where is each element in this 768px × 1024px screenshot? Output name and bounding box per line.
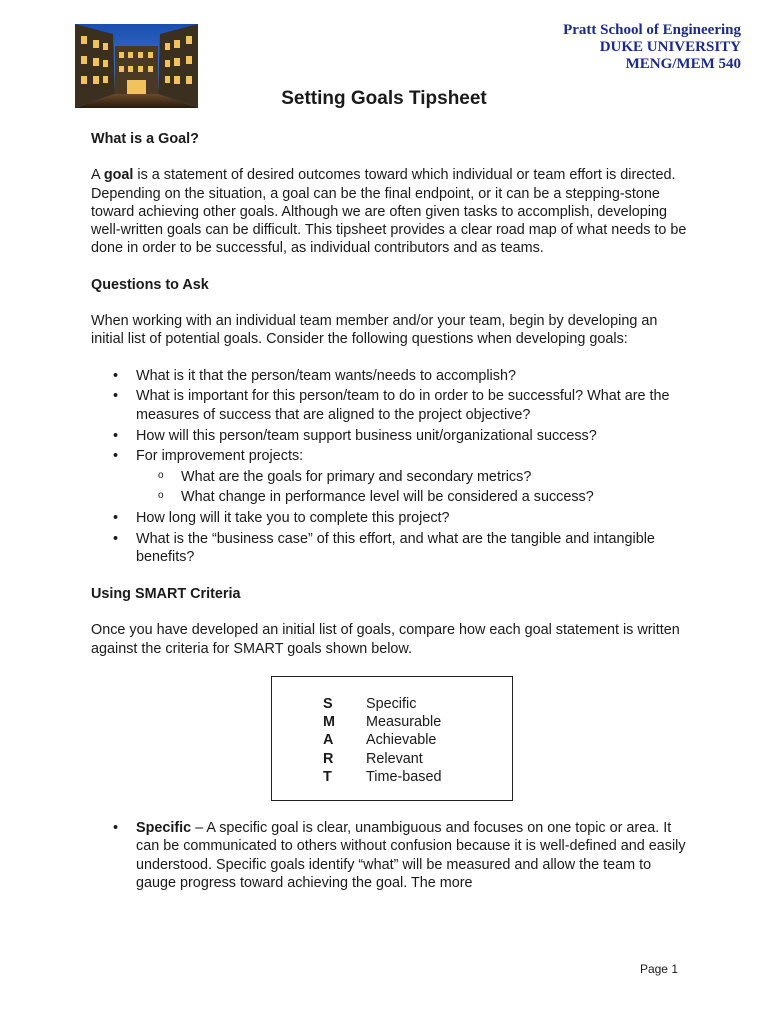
smart-row (272, 695, 512, 713)
smart-row (272, 768, 512, 786)
smart-letter: A (323, 732, 334, 749)
institution-header (563, 22, 741, 73)
list-item: • How will this person/team support business unit/organizational success? (91, 427, 691, 445)
university-name: DUKE UNIVERSITY (599, 39, 741, 55)
section-heading-questions: Questions to Ask (91, 276, 209, 293)
school-name: Pratt School of Engineering (563, 22, 741, 38)
smart-letter: S (323, 696, 333, 713)
section-heading-smart: Using SMART Criteria (91, 586, 241, 603)
smart-word: Relevant (366, 750, 423, 767)
goal-term: goal (103, 167, 134, 184)
smart-word: Achievable (366, 732, 437, 749)
sub-list (136, 468, 691, 507)
smart-word: Measurable (366, 714, 442, 731)
list-item: • What is important for this person/team to do in order to be successful? What are the measures of success that are aligned to the project objective? (91, 387, 691, 424)
list-item: • How long will it take you to complete this project? (91, 509, 691, 527)
sub-list-item: o What are the goals for primary and secondary metrics? (136, 468, 691, 486)
section-heading-what-is-goal: What is a Goal? (91, 131, 199, 147)
smart-row (272, 713, 512, 731)
specific-term: Specific (136, 820, 192, 837)
page-title: Setting Goals Tipsheet (281, 88, 487, 109)
smart-word: Time-based (366, 768, 442, 785)
smart-letter: T (323, 768, 332, 785)
list-item: • What is it that the person/team wants/needs to accomplish? (91, 367, 691, 385)
smart-intro: Once you have developed an initial list of goals, compare how each goal statement is written against the criteria for SMART goals shown below. (91, 622, 680, 657)
questions-list (91, 367, 691, 567)
page-number: Page 1 (639, 962, 678, 976)
smart-row (272, 731, 512, 749)
goal-definition-paragraph: A goal is a statement of desired outcomes toward which individual or team effort is directed. Depending on the situation, a goal can be the final endpoint, or it can be a stepping-stone toward achieving other goals. Although we are often given tasks to accomplish, developing well-written goals can be difficult. This tipsheet provides a clear road map of what needs to be done in order to be successful, as individual contributors and as teams. (91, 167, 687, 257)
list-item: • Specific – A specific goal is clear, unambiguous and focuses on one topic or area. It can be communicated to others without confusion because it is well-defined and easily understood. Specific goals identify “what” will be measured and allow the team to gauge progress toward achieving the goal. The more (91, 819, 691, 892)
smart-letter: M (323, 714, 335, 731)
smart-details-list (91, 819, 691, 892)
smart-word: Specific (366, 696, 417, 713)
list-item: • For improvement projects: o What are the goals for primary and secondary metrics? o What change in performance level will be considered a success? (91, 447, 691, 506)
sub-list-item: o What change in performance level will be considered a success? (136, 488, 691, 506)
questions-intro: When working with an individual team member and/or your team, begin by developing an initial list of potential goals. Consider the following questions when developing goals: (91, 313, 658, 348)
document-body (91, 130, 691, 895)
course-code: MENG/MEM 540 (625, 56, 741, 72)
smart-criteria-box (271, 676, 513, 801)
list-item: • What is the “business case” of this effort, and what are the tangible and intangible benefits? (91, 530, 691, 567)
smart-letter: R (323, 750, 334, 767)
smart-row (272, 750, 512, 768)
